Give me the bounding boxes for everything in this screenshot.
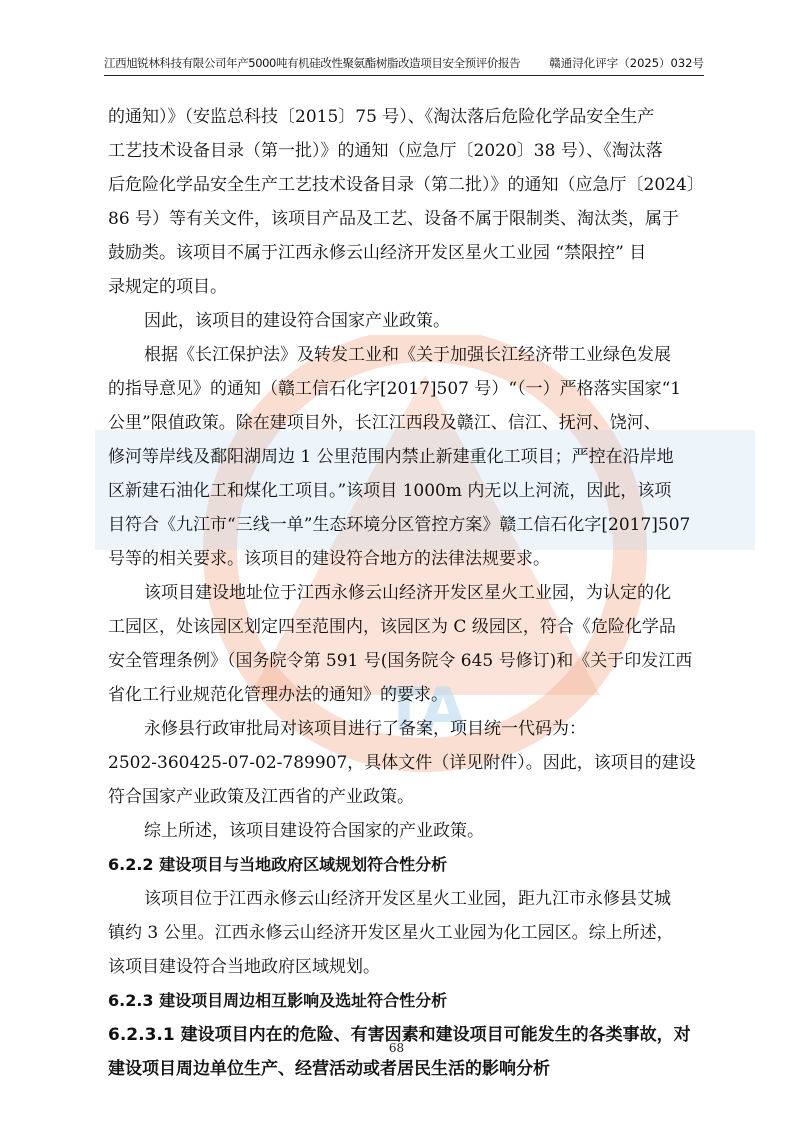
paragraph-line: 区新建石油化工和煤化工项目。”该项目 1000m 内无以上河流，因此，该项 — [108, 481, 672, 501]
paragraph-line: 修河等岸线及鄱阳湖周边 1 公里范围内禁止新建重化工项目；严控在沿岸地 — [108, 447, 674, 467]
paragraph-line: 86 号）等有关文件，该项目产品及工艺、设备不属于限制类、淘汰类，属于 — [108, 209, 680, 229]
section-heading-6-2-3: 6.2.3 建设项目周边相互影响及选址符合性分析 — [108, 991, 448, 1010]
paragraph-line: 永修县行政审批局对该项目进行了备案，项目统一代码为： — [144, 719, 586, 739]
header-divider — [104, 75, 704, 76]
paragraph-line: 综上所述，该项目建设符合国家的产业政策。 — [144, 821, 484, 841]
svg-text:TA: TA — [383, 675, 467, 745]
paragraph-line: 的通知）》（安监总科技〔2015〕75 号）、《淘汰落后危险化学品安全生产 — [108, 107, 655, 127]
paragraph-line: 工艺技术设备目录（第一批）》的通知（应急厅〔2020〕38 号）、《淘汰落 — [108, 141, 663, 161]
section-heading-6-2-2: 6.2.2 建设项目与当地政府区域规划符合性分析 — [108, 855, 448, 874]
paragraph-line: 的指导意见》的通知（赣工信石化字[2017]507 号）“（一）严格落实国家“1 — [108, 379, 682, 399]
paragraph-line: 工园区，处该园区划定四至范围内，该园区为 C 级园区，符合《危险化学品 — [108, 617, 676, 637]
document-number: 赣通浔化评字（2025）032号 — [549, 56, 704, 70]
paragraph-line: 2502-360425-07-02-789907，具体文件（详见附件）。因此，该项目的建设 — [108, 753, 696, 773]
paragraph-line: 号等的相关要求。该项目的建设符合地方的法律法规要求。 — [108, 549, 550, 569]
paragraph-line: 安全管理条例》（国务院令第 591 号(国务院令 645 号修订)和《关于印发江西 — [108, 651, 693, 671]
paragraph-line: 鼓励类。该项目不属于江西永修云山经济开发区星火工业园 “禁限控” 目 — [108, 243, 647, 263]
report-title: 江西旭锐林科技有限公司年产5000吨有机硅改性聚氨酯树脂改造项目安全预评价报告 — [104, 56, 521, 70]
paragraph-line: 该项目位于江西永修云山经济开发区星火工业园，距九江市永修县艾城 — [144, 889, 671, 909]
paragraph-line: 录规定的项目。 — [108, 277, 227, 297]
paragraph-line: 该项目建设符合当地政府区域规划。 — [108, 957, 380, 977]
section-heading-6-2-3-1-cont: 建设项目周边单位生产、经营活动或者居民生活的影响分析 — [108, 1059, 550, 1079]
page-number: 68 — [388, 1041, 405, 1055]
paragraph-line: 省化工行业规范化管理办法的通知》的要求。 — [108, 685, 448, 705]
paragraph-line: 公里”限值政策。除在建项目外，长江江西段及赣江、信江、抚河、饶河、 — [108, 413, 661, 433]
paragraph-line: 符合国家产业政策及江西省的产业政策。 — [108, 787, 414, 807]
paragraph-line: 后危险化学品安全生产工艺技术设备目录（第二批）》的通知（应急厅〔2024〕 — [108, 175, 704, 195]
paragraph-line: 目符合《九江市“三线一单”生态环境分区管控方案》赣工信石化字[2017]507 — [108, 515, 691, 535]
paragraph-line: 根据《长江保护法》及转发工业和《关于加强长江经济带工业绿色发展 — [144, 345, 671, 365]
section-heading-6-2-3-1: 6.2.3.1 建设项目内在的危险、有害因素和建设项目可能发生的各类事故，对 — [108, 1025, 691, 1045]
paragraph-line: 因此，该项目的建设符合国家产业政策。 — [144, 311, 450, 331]
paragraph-line: 该项目建设地址位于江西永修云山经济开发区星火工业园，为认定的化 — [144, 583, 671, 603]
page-header — [104, 55, 704, 75]
paragraph-line: 镇约 3 公里。江西永修云山经济开发区星火工业园为化工园区。综上所述， — [108, 923, 674, 943]
